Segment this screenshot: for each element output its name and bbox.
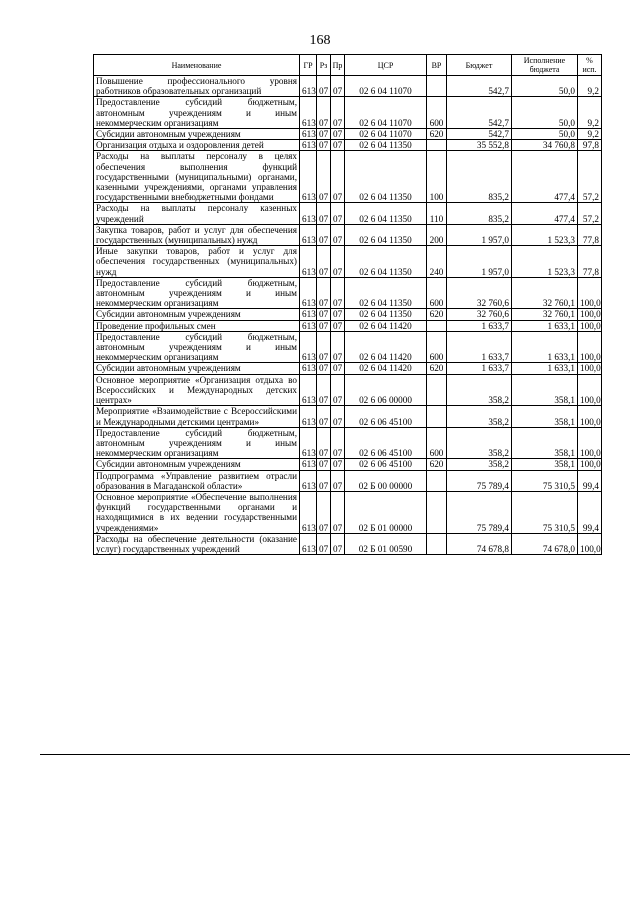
- cell-gr: 613: [300, 459, 317, 470]
- cell-vr: 620: [427, 459, 447, 470]
- cell-vr: 600: [427, 427, 447, 459]
- cell-pr: 07: [331, 491, 345, 533]
- cell-gr: 613: [300, 533, 317, 554]
- cell-execution: 75 310,5: [512, 491, 578, 533]
- cell-csr: 02 6 06 45100: [345, 406, 427, 427]
- cell-pr: 07: [331, 427, 345, 459]
- cell-execution: 358,1: [512, 406, 578, 427]
- table-body: [94, 76, 602, 555]
- table-row: [94, 151, 602, 203]
- cell-rz: 07: [317, 363, 331, 374]
- cell-budget: 358,2: [447, 427, 512, 459]
- cell-rz: 07: [317, 320, 331, 331]
- cell-name: Субсидии автономным учреждениям: [94, 363, 300, 374]
- cell-name: Предоставление субсидий бюджетным, автономным учреждениям и иным некоммерческим организациям: [94, 331, 300, 363]
- header-execution: Исполнение бюджета: [512, 55, 578, 76]
- cell-rz: 07: [317, 491, 331, 533]
- cell-percent: 100,0: [578, 459, 602, 470]
- cell-vr: 620: [427, 309, 447, 320]
- page-number: 168: [309, 33, 331, 48]
- cell-vr: 200: [427, 224, 447, 245]
- cell-percent: 100,0: [578, 406, 602, 427]
- cell-pr: 07: [331, 320, 345, 331]
- cell-pr: 07: [331, 277, 345, 309]
- cell-percent: 100,0: [578, 309, 602, 320]
- cell-percent: 100,0: [578, 533, 602, 554]
- cell-csr: 02 6 04 11420: [345, 331, 427, 363]
- cell-csr: 02 6 06 00000: [345, 374, 427, 406]
- cell-percent: 100,0: [578, 374, 602, 406]
- table-row: [94, 491, 602, 533]
- table-row: [94, 76, 602, 97]
- cell-budget: 358,2: [447, 406, 512, 427]
- cell-execution: 358,1: [512, 427, 578, 459]
- table-row: [94, 140, 602, 151]
- cell-rz: 07: [317, 76, 331, 97]
- cell-percent: 97,8: [578, 140, 602, 151]
- cell-pr: 07: [331, 406, 345, 427]
- cell-execution: 50,0: [512, 129, 578, 140]
- cell-percent: 99,4: [578, 470, 602, 491]
- cell-rz: 07: [317, 406, 331, 427]
- cell-csr: 02 Б 00 00000: [345, 470, 427, 491]
- header-budget: Бюджет: [447, 55, 512, 76]
- cell-budget: 32 760,6: [447, 309, 512, 320]
- cell-execution: 1 633,1: [512, 363, 578, 374]
- cell-pr: 07: [331, 97, 345, 129]
- header-rz: Рз: [317, 55, 331, 76]
- cell-pr: 07: [331, 151, 345, 203]
- cell-gr: 613: [300, 129, 317, 140]
- cell-percent: 9,2: [578, 76, 602, 97]
- header-name: Наименование: [94, 55, 300, 76]
- table-header-row: [94, 55, 602, 76]
- header-percent: % исп.: [578, 55, 602, 76]
- cell-execution: 358,1: [512, 374, 578, 406]
- cell-csr: 02 Б 01 00590: [345, 533, 427, 554]
- cell-gr: 613: [300, 203, 317, 224]
- cell-budget: 542,7: [447, 76, 512, 97]
- cell-vr: [427, 533, 447, 554]
- table-row: [94, 427, 602, 459]
- cell-rz: 07: [317, 246, 331, 278]
- cell-csr: 02 6 04 11070: [345, 76, 427, 97]
- cell-name: Проведение профильных смен: [94, 320, 300, 331]
- cell-name: Субсидии автономным учреждениям: [94, 309, 300, 320]
- cell-percent: 100,0: [578, 331, 602, 363]
- cell-pr: 07: [331, 331, 345, 363]
- cell-percent: 57,2: [578, 203, 602, 224]
- table-row: [94, 533, 602, 554]
- cell-execution: 1 523,3: [512, 246, 578, 278]
- cell-percent: 57,2: [578, 151, 602, 203]
- cell-csr: 02 6 04 11350: [345, 309, 427, 320]
- bottom-divider: [40, 754, 630, 755]
- cell-budget: 835,2: [447, 151, 512, 203]
- cell-csr: 02 Б 01 00000: [345, 491, 427, 533]
- cell-execution: 50,0: [512, 76, 578, 97]
- cell-pr: 07: [331, 533, 345, 554]
- cell-percent: 9,2: [578, 97, 602, 129]
- cell-csr: 02 6 04 11350: [345, 140, 427, 151]
- cell-budget: 1 957,0: [447, 246, 512, 278]
- cell-vr: 600: [427, 331, 447, 363]
- cell-name: Субсидии автономным учреждениям: [94, 459, 300, 470]
- cell-execution: 74 678,0: [512, 533, 578, 554]
- cell-name: Предоставление субсидий бюджетным, автономным учреждениям и иным некоммерческим организациям: [94, 277, 300, 309]
- cell-name: Основное мероприятие «Обеспечение выполнения функций государственными органами и находящимися в их ведении государственными учреждениями»: [94, 491, 300, 533]
- cell-gr: 613: [300, 491, 317, 533]
- cell-budget: 542,7: [447, 129, 512, 140]
- cell-gr: 613: [300, 140, 317, 151]
- cell-rz: 07: [317, 224, 331, 245]
- cell-vr: [427, 76, 447, 97]
- cell-budget: 358,2: [447, 374, 512, 406]
- cell-budget: 74 678,8: [447, 533, 512, 554]
- cell-budget: 32 760,6: [447, 277, 512, 309]
- cell-budget: 1 957,0: [447, 224, 512, 245]
- cell-percent: 77,8: [578, 246, 602, 278]
- cell-vr: 620: [427, 129, 447, 140]
- cell-rz: 07: [317, 427, 331, 459]
- header-pr: Пр: [331, 55, 345, 76]
- cell-pr: 07: [331, 140, 345, 151]
- cell-name: Основное мероприятие «Организация отдыха во Всероссийских и Международных детских центрах»: [94, 374, 300, 406]
- cell-pr: 07: [331, 129, 345, 140]
- cell-name: Расходы на выплаты персоналу казенных учреждений: [94, 203, 300, 224]
- cell-csr: 02 6 04 11070: [345, 97, 427, 129]
- cell-execution: 32 760,1: [512, 309, 578, 320]
- cell-name: Расходы на обеспечение деятельности (оказание услуг) государственных учреждений: [94, 533, 300, 554]
- cell-vr: [427, 406, 447, 427]
- cell-csr: 02 6 04 11420: [345, 320, 427, 331]
- table-row: [94, 406, 602, 427]
- table-row: [94, 309, 602, 320]
- cell-percent: 99,4: [578, 491, 602, 533]
- cell-csr: 02 6 06 45100: [345, 459, 427, 470]
- table-row: [94, 203, 602, 224]
- cell-pr: 07: [331, 203, 345, 224]
- cell-gr: 613: [300, 246, 317, 278]
- cell-rz: 07: [317, 331, 331, 363]
- header-gr: ГР: [300, 55, 317, 76]
- cell-gr: 613: [300, 309, 317, 320]
- cell-vr: [427, 374, 447, 406]
- cell-pr: 07: [331, 374, 345, 406]
- cell-vr: 600: [427, 277, 447, 309]
- cell-rz: 07: [317, 151, 331, 203]
- cell-gr: 613: [300, 151, 317, 203]
- table-row: [94, 224, 602, 245]
- cell-rz: 07: [317, 97, 331, 129]
- cell-budget: 75 789,4: [447, 470, 512, 491]
- cell-rz: 07: [317, 459, 331, 470]
- cell-budget: 542,7: [447, 97, 512, 129]
- cell-budget: 835,2: [447, 203, 512, 224]
- table-row: [94, 320, 602, 331]
- cell-vr: [427, 470, 447, 491]
- cell-pr: 07: [331, 224, 345, 245]
- cell-vr: 100: [427, 151, 447, 203]
- cell-csr: 02 6 06 45100: [345, 427, 427, 459]
- cell-vr: [427, 140, 447, 151]
- cell-budget: 75 789,4: [447, 491, 512, 533]
- cell-name: Подпрограмма «Управление развитием отрасли образования в Магаданской области»: [94, 470, 300, 491]
- cell-percent: 100,0: [578, 363, 602, 374]
- cell-budget: 1 633,7: [447, 363, 512, 374]
- cell-vr: 110: [427, 203, 447, 224]
- cell-name: Предоставление субсидий бюджетным, автономным учреждениям и иным некоммерческим организациям: [94, 427, 300, 459]
- cell-pr: 07: [331, 76, 345, 97]
- table-row: [94, 331, 602, 363]
- cell-pr: 07: [331, 363, 345, 374]
- cell-csr: 02 6 04 11350: [345, 224, 427, 245]
- cell-gr: 613: [300, 406, 317, 427]
- cell-percent: 100,0: [578, 427, 602, 459]
- table-row: [94, 129, 602, 140]
- table-row: [94, 363, 602, 374]
- cell-budget: 35 552,8: [447, 140, 512, 151]
- table-row: [94, 374, 602, 406]
- cell-rz: 07: [317, 129, 331, 140]
- cell-budget: 358,2: [447, 459, 512, 470]
- cell-pr: 07: [331, 309, 345, 320]
- cell-name: Расходы на выплаты персоналу в целях обеспечения выполнения функций государственными (муниципальными) органами, казенными учреждениями, органами управления государственными внебюджетными фондами: [94, 151, 300, 203]
- cell-name: Субсидии автономным учреждениям: [94, 129, 300, 140]
- cell-execution: 34 760,8: [512, 140, 578, 151]
- cell-vr: [427, 491, 447, 533]
- table-row: [94, 246, 602, 278]
- budget-table: [93, 54, 602, 555]
- cell-csr: 02 6 04 11350: [345, 151, 427, 203]
- cell-csr: 02 6 04 11420: [345, 363, 427, 374]
- cell-execution: 50,0: [512, 97, 578, 129]
- cell-name: Организация отдыха и оздоровления детей: [94, 140, 300, 151]
- cell-rz: 07: [317, 309, 331, 320]
- cell-gr: 613: [300, 427, 317, 459]
- cell-execution: 1 523,3: [512, 224, 578, 245]
- header-vr: ВР: [427, 55, 447, 76]
- cell-pr: 07: [331, 470, 345, 491]
- cell-budget: 1 633,7: [447, 331, 512, 363]
- cell-vr: [427, 320, 447, 331]
- cell-execution: 477,4: [512, 151, 578, 203]
- cell-name: Повышение профессионального уровня работников образовательных организаций: [94, 76, 300, 97]
- cell-gr: 613: [300, 224, 317, 245]
- cell-percent: 9,2: [578, 129, 602, 140]
- header-csr: ЦСР: [345, 55, 427, 76]
- cell-gr: 613: [300, 97, 317, 129]
- cell-execution: 477,4: [512, 203, 578, 224]
- cell-name: Иные закупки товаров, работ и услуг для обеспечения государственных (муниципальных) нужд: [94, 246, 300, 278]
- cell-pr: 07: [331, 246, 345, 278]
- cell-name: Мероприятие «Взаимодействие с Всероссийскими и Международными детскими центрами»: [94, 406, 300, 427]
- cell-vr: 600: [427, 97, 447, 129]
- cell-pr: 07: [331, 459, 345, 470]
- table-row: [94, 459, 602, 470]
- cell-execution: 32 760,1: [512, 277, 578, 309]
- cell-name: Предоставление субсидий бюджетным, автономным учреждениям и иным некоммерческим организациям: [94, 97, 300, 129]
- cell-execution: 1 633,1: [512, 331, 578, 363]
- cell-gr: 613: [300, 363, 317, 374]
- cell-csr: 02 6 04 11350: [345, 203, 427, 224]
- cell-csr: 02 6 04 11350: [345, 246, 427, 278]
- cell-vr: 620: [427, 363, 447, 374]
- cell-rz: 07: [317, 533, 331, 554]
- cell-rz: 07: [317, 203, 331, 224]
- cell-percent: 100,0: [578, 320, 602, 331]
- cell-rz: 07: [317, 140, 331, 151]
- cell-gr: 613: [300, 470, 317, 491]
- cell-gr: 613: [300, 331, 317, 363]
- cell-gr: 613: [300, 374, 317, 406]
- cell-rz: 07: [317, 277, 331, 309]
- cell-execution: 75 310,5: [512, 470, 578, 491]
- cell-budget: 1 633,7: [447, 320, 512, 331]
- cell-gr: 613: [300, 320, 317, 331]
- cell-csr: 02 6 04 11350: [345, 277, 427, 309]
- cell-rz: 07: [317, 374, 331, 406]
- cell-vr: 240: [427, 246, 447, 278]
- cell-gr: 613: [300, 76, 317, 97]
- table-row: [94, 470, 602, 491]
- cell-percent: 77,8: [578, 224, 602, 245]
- cell-execution: 1 633,1: [512, 320, 578, 331]
- cell-gr: 613: [300, 277, 317, 309]
- table-row: [94, 277, 602, 309]
- cell-rz: 07: [317, 470, 331, 491]
- cell-name: Закупка товаров, работ и услуг для обеспечения государственных (муниципальных) нужд: [94, 224, 300, 245]
- cell-percent: 100,0: [578, 277, 602, 309]
- cell-csr: 02 6 04 11070: [345, 129, 427, 140]
- cell-execution: 358,1: [512, 459, 578, 470]
- table-row: [94, 97, 602, 129]
